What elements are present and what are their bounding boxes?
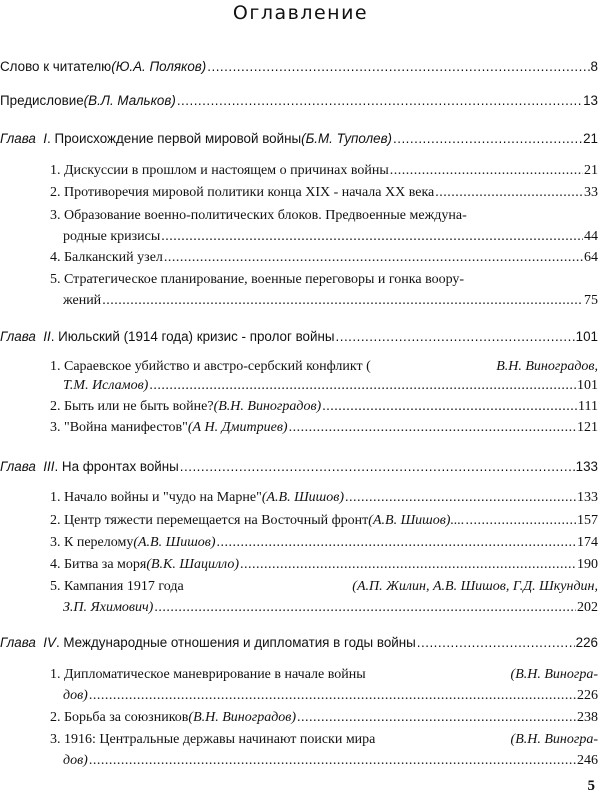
- chapter-page: 226: [575, 635, 598, 650]
- item-text: 3. 1916: Центральные державы начинают поиски мира: [50, 732, 376, 747]
- dot-leader: [336, 328, 575, 345]
- chapter-title: . Международные отношения и дипломатия в годы войны: [55, 635, 416, 650]
- chapter-numeral: I: [43, 131, 48, 146]
- chapter-title: . На фронтах войны: [54, 459, 179, 474]
- item-text: 2. Борьба за союзников: [50, 710, 189, 725]
- entry-author: (Ю.А. Поляков): [111, 59, 207, 74]
- dot-leader: [390, 162, 583, 179]
- item-page: 44: [584, 229, 598, 244]
- item-page: 21: [584, 163, 598, 178]
- dot-leader: [161, 228, 583, 245]
- item-page: 64: [584, 250, 598, 265]
- toc-chapter-heading[interactable]: [0, 130, 598, 147]
- item-text: родные кризисы: [63, 229, 161, 244]
- toc-item-line[interactable]: [63, 687, 598, 704]
- toc-item-line[interactable]: [50, 556, 598, 573]
- entry-page: 8: [590, 59, 598, 74]
- toc-item-line[interactable]: [50, 184, 598, 201]
- item-author: (А.В. Шишов): [261, 490, 344, 505]
- item-page: 202: [577, 600, 598, 615]
- item-author: (В.Н. Виногра-: [510, 667, 598, 682]
- item-text: 1. Сараевское убийство и австро-сербский конфликт (: [50, 359, 371, 374]
- item-text: 4. Битва за моря: [50, 557, 147, 572]
- item-author: (В.Н. Виноградов): [188, 710, 297, 725]
- toc-item-line[interactable]: [50, 358, 598, 375]
- entry-author: (В.Л. Мальков): [83, 93, 176, 108]
- item-author: (А Н. Дмитриев): [187, 420, 288, 435]
- chapter-label: Глава: [0, 635, 44, 650]
- item-text: жений: [63, 293, 102, 308]
- item-page: 121: [577, 420, 598, 435]
- item-text: 1. Дискуссии в прошлом и настоящем о причинах войны: [50, 163, 389, 178]
- item-page: 101: [577, 378, 598, 393]
- toc-front-entry[interactable]: [0, 92, 598, 109]
- toc-item-line[interactable]: [50, 489, 598, 506]
- dot-leader: [164, 249, 583, 266]
- chapter-label: Глава: [0, 329, 44, 344]
- toc-chapter-heading[interactable]: [0, 328, 598, 345]
- dot-leader: [435, 184, 583, 201]
- dot-leader: [207, 58, 589, 75]
- chapter-title: . Происхождение первой мировой войны: [47, 131, 302, 146]
- item-page: 246: [577, 753, 598, 768]
- item-text: 5. Стратегическое планирование, военные переговоры и гонка воору-: [50, 272, 465, 287]
- chapter-label: Глава: [0, 459, 44, 474]
- item-author: З.П. Яхимович): [63, 600, 154, 615]
- chapter-label: Глава: [0, 131, 44, 146]
- item-author: (В.Н. Виноградов): [213, 399, 322, 414]
- dot-leader: [345, 489, 576, 506]
- dot-leader: [177, 92, 582, 109]
- chapter-numeral: III: [43, 459, 55, 474]
- item-text: 1. Дипломатическое маневрирование в начале войны: [50, 667, 366, 682]
- entry-title: Слово к читателю: [0, 59, 112, 74]
- chapter-author: (Б.М. Туполев): [301, 131, 393, 146]
- item-author: (А.В. Шишов)....: [368, 513, 465, 528]
- chapter-title: . Июльский (1914 года) кризис - пролог войны: [50, 329, 335, 344]
- item-text: 4. Балканский узел: [50, 250, 163, 265]
- item-text: 3. К перелому: [50, 535, 134, 550]
- dot-leader: [240, 556, 576, 573]
- item-author: (А.П. Жилин, А.В. Шишов, Г.Д. Шкундин,: [352, 579, 598, 594]
- toc-item-line[interactable]: [50, 419, 598, 436]
- item-page: 174: [577, 535, 598, 550]
- item-text: 2. Быть или не быть войне?: [50, 399, 214, 414]
- toc-item-line[interactable]: [63, 752, 598, 769]
- dot-leader: [217, 534, 576, 551]
- item-author: (В.Н. Виногра-: [510, 732, 598, 747]
- item-page: 75: [584, 293, 598, 308]
- item-author: дов): [63, 688, 88, 703]
- toc-item-line[interactable]: [50, 578, 598, 595]
- toc-item-line[interactable]: [50, 731, 598, 748]
- toc-item-line[interactable]: [50, 709, 598, 726]
- dot-leader: [393, 130, 582, 147]
- toc-item-line[interactable]: [50, 666, 598, 683]
- toc-item-line[interactable]: [50, 398, 598, 415]
- dot-leader: [180, 458, 575, 475]
- toc-item-line[interactable]: [50, 512, 598, 529]
- item-text: 1. Начало войны и "чудо на Марне": [50, 490, 262, 505]
- toc-item-line[interactable]: [50, 207, 598, 224]
- item-author: дов): [63, 753, 88, 768]
- dot-leader: [102, 292, 583, 309]
- dot-leader: [89, 687, 576, 704]
- item-text: 2. Центр тяжести перемещается на Восточный фронт: [50, 513, 369, 528]
- toc-item-line[interactable]: [63, 228, 598, 245]
- page-title: Оглавление: [232, 2, 369, 24]
- item-author: В.Н. Виноградов,: [496, 359, 598, 374]
- dot-leader: [322, 398, 577, 415]
- item-page: 238: [577, 710, 598, 725]
- entry-page: 13: [583, 93, 598, 108]
- item-page: 33: [584, 185, 598, 200]
- toc-item-line[interactable]: [50, 534, 598, 551]
- dot-leader: [417, 634, 575, 651]
- item-author: (А.В. Шишов): [133, 535, 216, 550]
- chapter-numeral: II: [43, 329, 51, 344]
- toc-item-line[interactable]: [63, 292, 598, 309]
- chapter-numeral: IV: [43, 635, 56, 650]
- dot-leader: [149, 377, 576, 394]
- item-text: 3. Образование военно-политических блоков. Предвоенные междуна-: [50, 208, 467, 223]
- item-text: 3. "Война манифестов": [50, 420, 188, 435]
- item-text: 5. Кампания 1917 года: [50, 579, 184, 594]
- item-page: 190: [577, 557, 598, 572]
- dot-leader: [465, 512, 576, 529]
- toc-item-line[interactable]: [50, 249, 598, 266]
- dot-leader: [289, 419, 576, 436]
- item-author: (В.К. Шацилло): [146, 557, 239, 572]
- item-page: 226: [577, 688, 598, 703]
- chapter-page: 101: [575, 329, 598, 344]
- toc-item-line[interactable]: [50, 271, 598, 288]
- dot-leader: [89, 752, 576, 769]
- toc-item-line[interactable]: [63, 377, 598, 394]
- toc-item-line[interactable]: [50, 162, 598, 179]
- item-page: 157: [577, 513, 598, 528]
- entry-title: Предисловие: [0, 93, 84, 108]
- item-text: 2. Противоречия мировой политики конца XIX - начала XX века: [50, 185, 435, 200]
- page-number: 5: [587, 778, 595, 794]
- item-page: 133: [577, 490, 598, 505]
- dot-leader: [154, 599, 576, 616]
- dot-leader: [297, 709, 576, 726]
- item-author: Т.М. Исламов): [63, 378, 149, 393]
- chapter-page: 21: [583, 131, 598, 146]
- toc-front-entry[interactable]: [0, 58, 598, 75]
- chapter-page: 133: [575, 459, 598, 474]
- toc-item-line[interactable]: [63, 599, 598, 616]
- toc-chapter-heading[interactable]: [0, 634, 598, 651]
- toc-chapter-heading[interactable]: [0, 458, 598, 475]
- item-page: 111: [578, 399, 598, 414]
